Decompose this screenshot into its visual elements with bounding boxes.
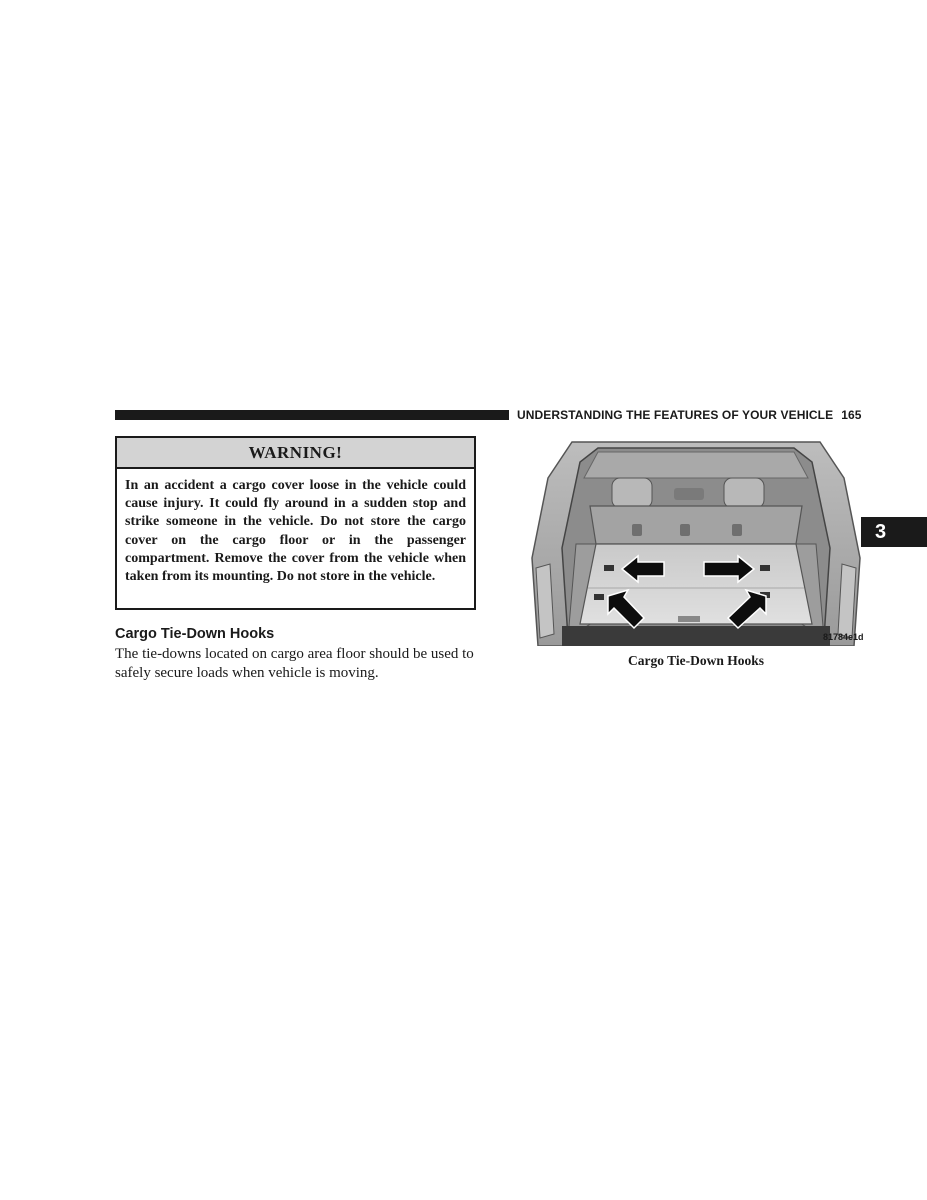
header-rule <box>115 410 509 420</box>
chapter-tab <box>861 517 927 547</box>
page-number: 165 <box>841 408 862 422</box>
section-heading: Cargo Tie-Down Hooks <box>115 626 275 642</box>
warning-box <box>115 436 476 610</box>
section-body: The tie-downs located on cargo area floor should be used to safely secure loads when vehicle is moving. <box>115 646 474 681</box>
headliner <box>584 452 808 478</box>
header-section-title: UNDERSTANDING THE FEATURES OF YOUR VEHICLE <box>517 408 834 422</box>
warning-title: WARNING! <box>117 438 474 469</box>
rear-seat-back <box>590 506 802 544</box>
cargo-area-drawing <box>528 438 864 646</box>
cargo-floor <box>580 544 812 624</box>
figure-caption: Cargo Tie-Down Hooks <box>627 653 764 668</box>
warning-body: In an accident a cargo cover loose in the vehicle could cause injury. It could fly around in a sudden stop and strike someone in the vehicle. Do not store the cargo cover on the cargo floor or in the passenger compartment. Remove the cover from the vehicle when taken from its mounting. Do not store in the vehicle. <box>125 478 466 585</box>
chapter-number: 3 <box>875 521 887 543</box>
running-header <box>517 408 867 422</box>
cargo-area-illustration <box>528 438 864 646</box>
rear-bumper <box>562 626 830 646</box>
rear-view-mirror <box>674 488 704 500</box>
figure-code: 81784e1d <box>823 632 864 642</box>
front-seat-left <box>612 478 652 508</box>
front-seat-right <box>724 478 764 508</box>
latch <box>678 616 700 622</box>
